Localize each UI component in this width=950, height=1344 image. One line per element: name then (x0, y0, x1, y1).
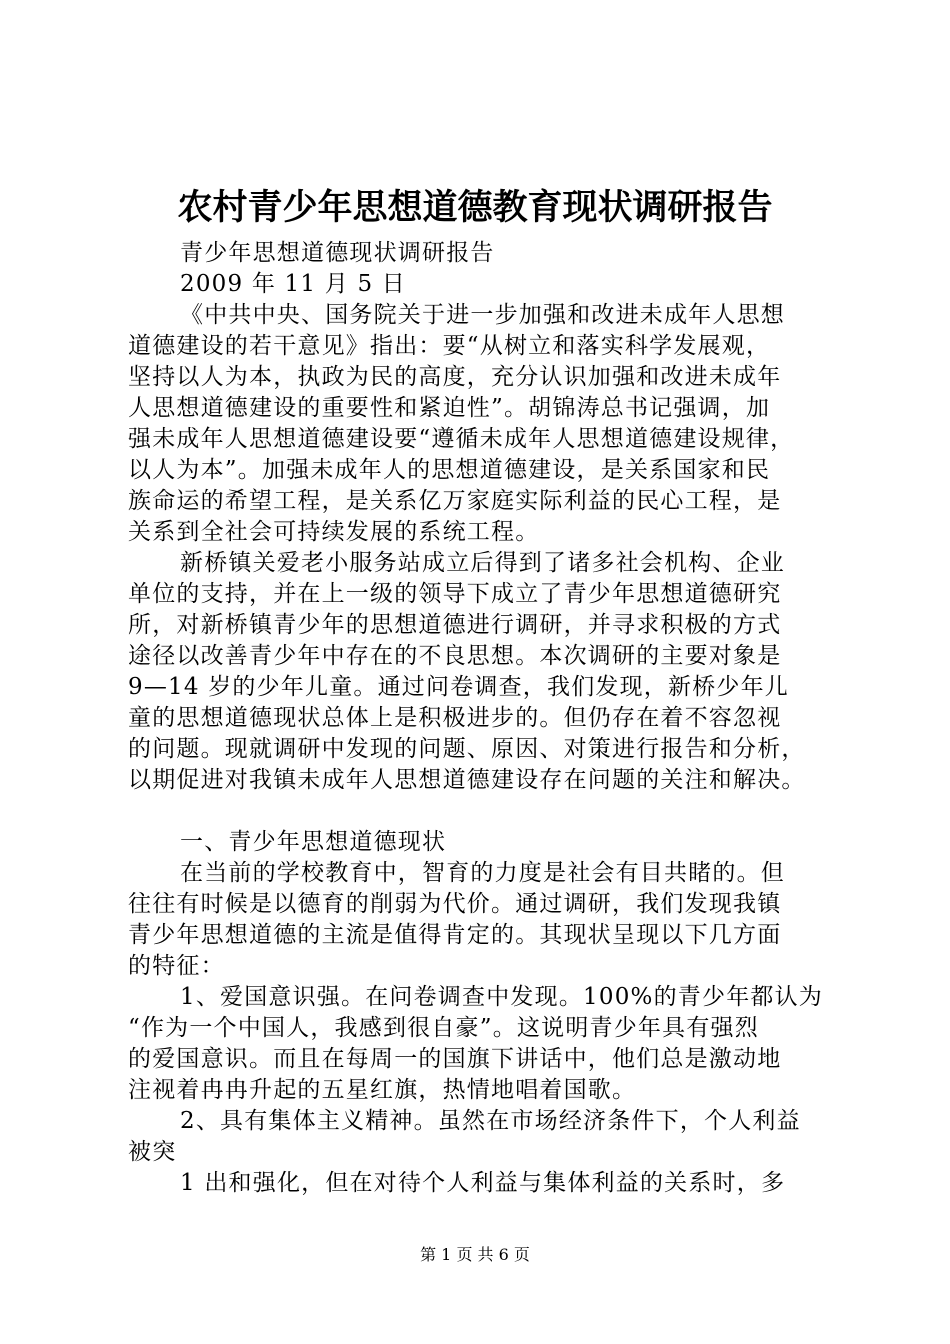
paragraph-line: 的特征： (128, 953, 225, 979)
paragraph-line: 途径以改善青少年中存在的不良思想。本次调研的主要对象是 (128, 643, 782, 669)
paragraph-line: 单位的支持，并在上一级的领导下成立了青少年思想道德研究 (128, 581, 782, 607)
page-footer: 第 1 页 共 6 页 (420, 1245, 530, 1264)
paragraph-line: 《中共中央、国务院关于进一步加强和改进未成年人思想 (180, 302, 785, 328)
paragraph-line: 以期促进对我镇未成年人思想道德建设存在问题的关注和解决。 (128, 767, 806, 793)
paragraph-line: 坚持以人为本，执政为民的高度，充分认识加强和改进未成年 (128, 364, 782, 390)
paragraph-line: 强未成年人思想道德建设要“遵循未成年人思想道德建设规律， (128, 426, 795, 452)
paragraph-line: 在当前的学校教育中，智育的力度是社会有目共睹的。但 (180, 860, 785, 886)
date-line: 2009 年 11 月 5 日 (180, 271, 406, 297)
paragraph-line: 青少年思想道德的主流是值得肯定的。其现状呈现以下几方面 (128, 922, 782, 948)
paragraph-line: 的爱国意识。而且在每周一的国旗下讲话中，他们总是激动地 (128, 1046, 782, 1072)
paragraph-line: 的问题。现就调研中发现的问题、原因、对策进行报告和分析， (128, 736, 806, 762)
paragraph-line: 所，对新桥镇青少年的思想道德进行调研，并寻求积极的方式 (128, 612, 782, 638)
paragraph-line: 新桥镇关爱老小服务站成立后得到了诸多社会机构、企业 (180, 550, 785, 576)
paragraph-line: 2、具有集体主义精神。虽然在市场经济条件下，个人利益 (180, 1108, 801, 1134)
paragraph-line: 道德建设的若干意见》指出：要“从树立和落实科学发展观， (128, 333, 771, 359)
paragraph-line: 9—14 岁的少年儿童。通过问卷调查，我们发现，新桥少年儿 (128, 674, 790, 700)
paragraph-line: 往往有时候是以德育的削弱为代价。通过调研，我们发现我镇 (128, 891, 782, 917)
paragraph-line: “作为一个中国人，我感到很自豪”。这说明青少年具有强烈 (128, 1015, 759, 1041)
paragraph-line: 1 出和强化，但在对待个人利益与集体利益的关系时，多 (180, 1170, 786, 1196)
paragraph-line: 注视着冉冉升起的五星红旗，热情地唱着国歌。 (128, 1077, 637, 1103)
subtitle-line: 青少年思想道德现状调研报告 (180, 240, 495, 266)
paragraph-line: 童的思想道德现状总体上是积极进步的。但仍存在着不容忽视 (128, 705, 782, 731)
paragraph-line: 被突 (128, 1139, 177, 1165)
paragraph-line: 人思想道德建设的重要性和紧迫性”。胡锦涛总书记强调，加 (128, 395, 771, 421)
paragraph-line: 关系到全社会可持续发展的系统工程。 (128, 519, 540, 545)
document-title: 农村青少年思想道德教育现状调研报告 (177, 187, 773, 228)
paragraph-line: 以人为本”。加强未成年人的思想道德建设，是关系国家和民 (128, 457, 771, 483)
section-heading: 一、青少年思想道德现状 (180, 829, 447, 855)
paragraph-line: 1、爱国意识强。在问卷调查中发现。100%的青少年都认为 (180, 984, 823, 1010)
paragraph-line: 族命运的希望工程，是关系亿万家庭实际利益的民心工程，是 (128, 488, 782, 514)
